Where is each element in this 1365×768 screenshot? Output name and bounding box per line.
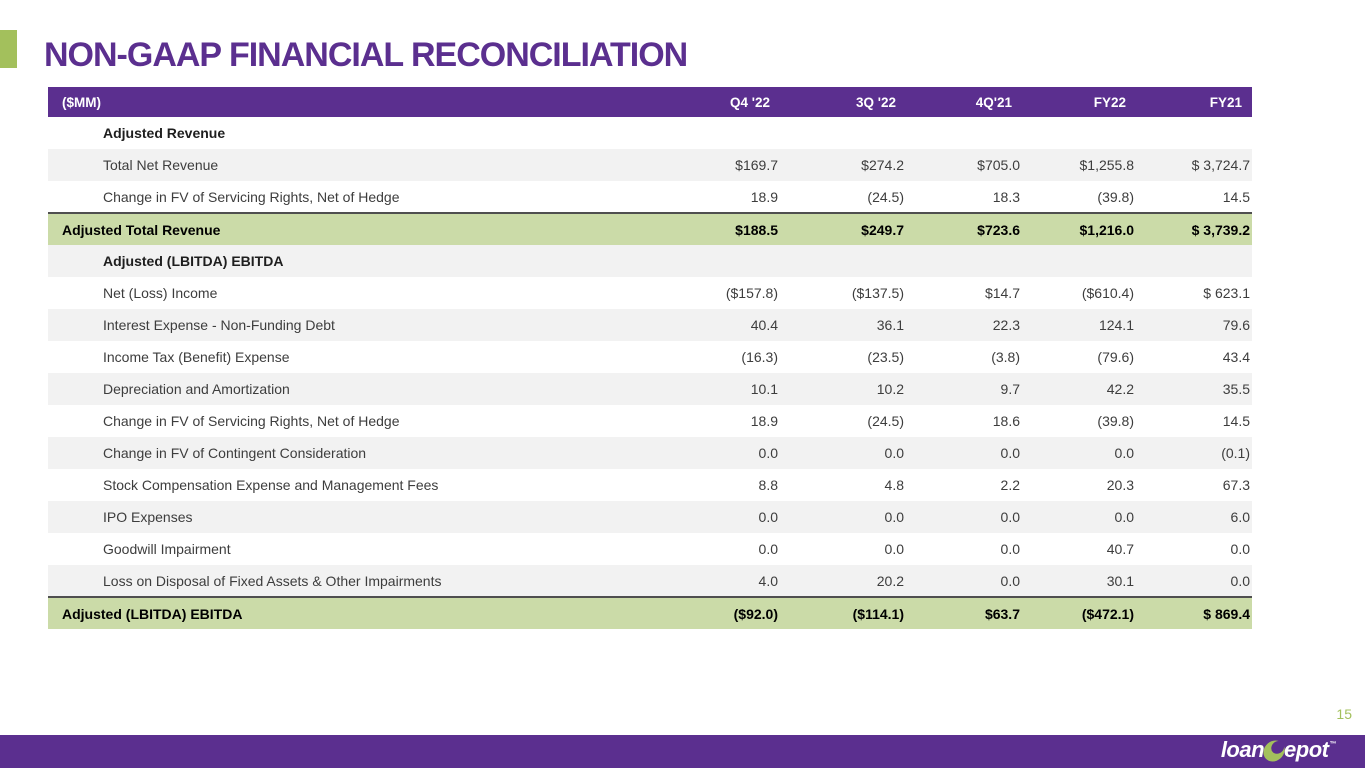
cell-value: $1,216.0 bbox=[1022, 213, 1136, 245]
table-row bbox=[48, 341, 1252, 373]
cell-value: (24.5) bbox=[780, 181, 906, 213]
row-label: Adjusted Revenue bbox=[48, 117, 660, 149]
cell-value bbox=[1136, 245, 1252, 277]
cell-value: 0.0 bbox=[780, 437, 906, 469]
cell-value: 43.4 bbox=[1136, 341, 1252, 373]
table-row bbox=[48, 469, 1252, 501]
cell-value: 67.3 bbox=[1136, 469, 1252, 501]
row-label: Change in FV of Servicing Rights, Net of Hedge bbox=[48, 181, 660, 213]
cell-value: $705.0 bbox=[906, 149, 1022, 181]
table-header bbox=[48, 87, 1252, 117]
cell-value: 0.0 bbox=[1022, 501, 1136, 533]
cell-value bbox=[660, 117, 780, 149]
row-label: Adjusted Total Revenue bbox=[48, 213, 660, 245]
table-header-col-2: 4Q'21 bbox=[906, 87, 1022, 117]
cell-value bbox=[906, 117, 1022, 149]
cell-value: (0.1) bbox=[1136, 437, 1252, 469]
row-label: Loss on Disposal of Fixed Assets & Other Impairments bbox=[48, 565, 660, 597]
cell-value: 14.5 bbox=[1136, 405, 1252, 437]
cell-value: 40.4 bbox=[660, 309, 780, 341]
cell-value: $14.7 bbox=[906, 277, 1022, 309]
footer-bar bbox=[0, 735, 1365, 768]
cell-value: 18.3 bbox=[906, 181, 1022, 213]
cell-value: ($472.1) bbox=[1022, 597, 1136, 629]
cell-value: ($610.4) bbox=[1022, 277, 1136, 309]
cell-value: $ 623.1 bbox=[1136, 277, 1252, 309]
cell-value: 10.2 bbox=[780, 373, 906, 405]
cell-value: 30.1 bbox=[1022, 565, 1136, 597]
cell-value: ($137.5) bbox=[780, 277, 906, 309]
cell-value bbox=[780, 245, 906, 277]
cell-value: 36.1 bbox=[780, 309, 906, 341]
cell-value: $ 3,739.2 bbox=[1136, 213, 1252, 245]
row-label: Adjusted (LBITDA) EBITDA bbox=[48, 597, 660, 629]
cell-value: (23.5) bbox=[780, 341, 906, 373]
cell-value: 4.8 bbox=[780, 469, 906, 501]
cell-value: 0.0 bbox=[906, 437, 1022, 469]
cell-value bbox=[906, 245, 1022, 277]
table-row bbox=[48, 597, 1252, 629]
cell-value: (39.8) bbox=[1022, 181, 1136, 213]
cell-value: (24.5) bbox=[780, 405, 906, 437]
row-label: Interest Expense - Non-Funding Debt bbox=[48, 309, 660, 341]
cell-value: 42.2 bbox=[1022, 373, 1136, 405]
cell-value bbox=[660, 245, 780, 277]
table-header-col-0: Q4 '22 bbox=[660, 87, 780, 117]
cell-value bbox=[1022, 117, 1136, 149]
table-row bbox=[48, 277, 1252, 309]
row-label: Net (Loss) Income bbox=[48, 277, 660, 309]
page-number: 15 bbox=[1336, 706, 1352, 722]
table-header-col-3: FY22 bbox=[1022, 87, 1136, 117]
cell-value: 0.0 bbox=[1136, 565, 1252, 597]
row-label: Change in FV of Contingent Consideration bbox=[48, 437, 660, 469]
row-label: Adjusted (LBITDA) EBITDA bbox=[48, 245, 660, 277]
row-label: Stock Compensation Expense and Management Fees bbox=[48, 469, 660, 501]
cell-value: $1,255.8 bbox=[1022, 149, 1136, 181]
row-label: Depreciation and Amortization bbox=[48, 373, 660, 405]
logo-text-left: loan bbox=[1220, 737, 1265, 762]
loandepot-d-swoosh-icon bbox=[1263, 737, 1285, 763]
table-row bbox=[48, 149, 1252, 181]
table-header-col-1: 3Q '22 bbox=[780, 87, 906, 117]
cell-value: 40.7 bbox=[1022, 533, 1136, 565]
cell-value: 8.8 bbox=[660, 469, 780, 501]
cell-value: 2.2 bbox=[906, 469, 1022, 501]
cell-value: (39.8) bbox=[1022, 405, 1136, 437]
cell-value: $169.7 bbox=[660, 149, 780, 181]
cell-value: 18.9 bbox=[660, 405, 780, 437]
cell-value: 0.0 bbox=[660, 501, 780, 533]
table-row bbox=[48, 565, 1252, 597]
cell-value bbox=[780, 117, 906, 149]
table-row bbox=[48, 501, 1252, 533]
cell-value: 9.7 bbox=[906, 373, 1022, 405]
table-row bbox=[48, 437, 1252, 469]
row-label: Goodwill Impairment bbox=[48, 533, 660, 565]
cell-value: ($157.8) bbox=[660, 277, 780, 309]
table-row bbox=[48, 245, 1252, 277]
cell-value: 4.0 bbox=[660, 565, 780, 597]
table-row bbox=[48, 309, 1252, 341]
cell-value: 0.0 bbox=[1022, 437, 1136, 469]
reconciliation-table bbox=[48, 87, 1252, 629]
cell-value: 22.3 bbox=[906, 309, 1022, 341]
cell-value: 18.9 bbox=[660, 181, 780, 213]
cell-value: 0.0 bbox=[780, 501, 906, 533]
cell-value: 0.0 bbox=[1136, 533, 1252, 565]
cell-value: 18.6 bbox=[906, 405, 1022, 437]
cell-value: 6.0 bbox=[1136, 501, 1252, 533]
row-label: Change in FV of Servicing Rights, Net of Hedge bbox=[48, 405, 660, 437]
table-row bbox=[48, 117, 1252, 149]
cell-value: (3.8) bbox=[906, 341, 1022, 373]
cell-value: $ 869.4 bbox=[1136, 597, 1252, 629]
row-label: Total Net Revenue bbox=[48, 149, 660, 181]
cell-value: 0.0 bbox=[906, 533, 1022, 565]
cell-value: $249.7 bbox=[780, 213, 906, 245]
cell-value: 35.5 bbox=[1136, 373, 1252, 405]
cell-value: $188.5 bbox=[660, 213, 780, 245]
cell-value: 0.0 bbox=[780, 533, 906, 565]
cell-value: 20.3 bbox=[1022, 469, 1136, 501]
title-accent-bar bbox=[0, 30, 17, 68]
loandepot-logo bbox=[1221, 737, 1335, 763]
cell-value bbox=[1136, 117, 1252, 149]
cell-value: ($92.0) bbox=[660, 597, 780, 629]
cell-value: $ 3,724.7 bbox=[1136, 149, 1252, 181]
cell-value: 14.5 bbox=[1136, 181, 1252, 213]
cell-value: 0.0 bbox=[906, 565, 1022, 597]
cell-value: $274.2 bbox=[780, 149, 906, 181]
cell-value: (79.6) bbox=[1022, 341, 1136, 373]
logo-trademark: ™ bbox=[1329, 740, 1336, 748]
table-row bbox=[48, 181, 1252, 213]
logo-text-right: epot bbox=[1284, 737, 1329, 762]
table-row bbox=[48, 533, 1252, 565]
cell-value: 79.6 bbox=[1136, 309, 1252, 341]
cell-value: 0.0 bbox=[660, 437, 780, 469]
cell-value: 10.1 bbox=[660, 373, 780, 405]
cell-value: 0.0 bbox=[660, 533, 780, 565]
table-row bbox=[48, 213, 1252, 245]
cell-value: (16.3) bbox=[660, 341, 780, 373]
cell-value bbox=[1022, 245, 1136, 277]
cell-value: 20.2 bbox=[780, 565, 906, 597]
cell-value: $723.6 bbox=[906, 213, 1022, 245]
table-row bbox=[48, 405, 1252, 437]
cell-value: ($114.1) bbox=[780, 597, 906, 629]
cell-value: 0.0 bbox=[906, 501, 1022, 533]
row-label: Income Tax (Benefit) Expense bbox=[48, 341, 660, 373]
table-body bbox=[48, 117, 1252, 629]
table-header-units-label: ($MM) bbox=[48, 87, 660, 117]
table-header-col-4: FY21 bbox=[1136, 87, 1252, 117]
table-row bbox=[48, 373, 1252, 405]
page-title: NON-GAAP FINANCIAL RECONCILIATION bbox=[44, 36, 688, 74]
table-header-row bbox=[48, 87, 1252, 117]
cell-value: $63.7 bbox=[906, 597, 1022, 629]
cell-value: 124.1 bbox=[1022, 309, 1136, 341]
row-label: IPO Expenses bbox=[48, 501, 660, 533]
